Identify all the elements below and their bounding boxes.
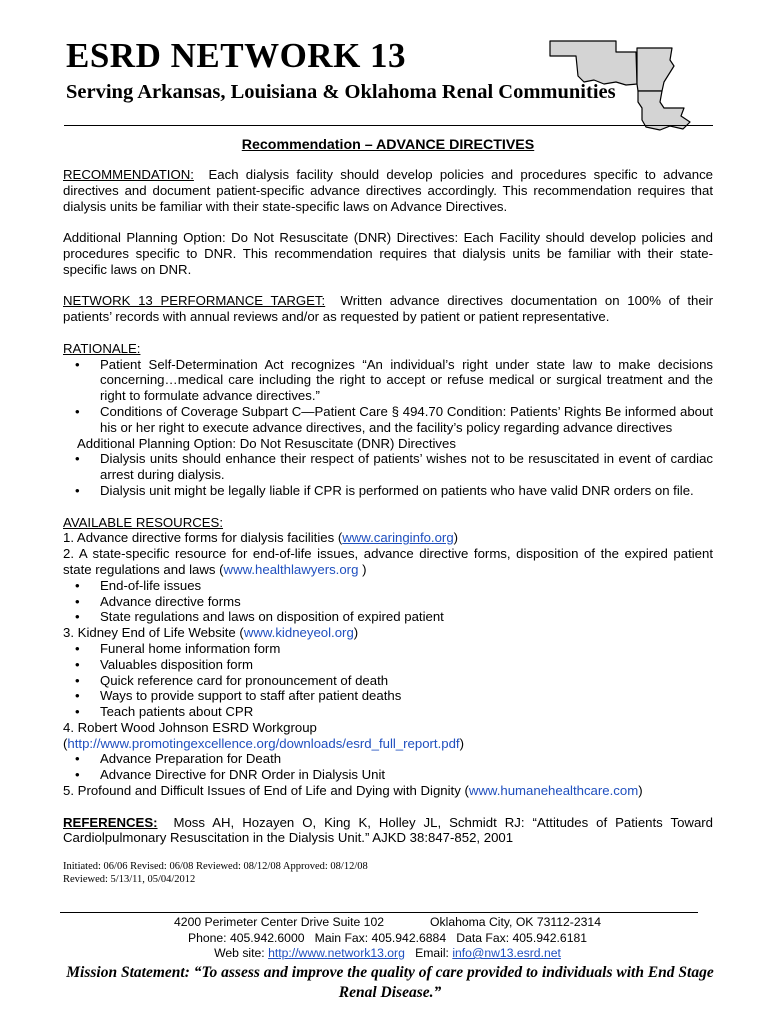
list-item: • State regulations and laws on disposition of expired patient <box>63 609 713 625</box>
resource-item-4-close: ) <box>459 735 464 751</box>
resource-item-4-url-line <box>63 736 713 752</box>
list-item: • Funeral home information form <box>63 641 713 657</box>
resource-item-1 <box>63 530 713 546</box>
kidneyeol-link[interactable]: www.kidneyeol.org <box>243 625 354 641</box>
dates-line-1: Initiated: 06/06 Revised: 06/08 Reviewed: 08/12/08 Approved: 08/12/08 <box>63 861 368 872</box>
performance-target-label: NETWORK 13 PERFORMANCE TARGET: <box>63 293 326 309</box>
list-item: • Patient Self-Determination Act recognizes “An individual’s right under state law to make decisions concerning…medical care including the right to accept or refuse medical or surgical treatment and the right to formulate advance directives.” <box>63 357 713 404</box>
healthlawyers-link[interactable]: www.healthlawyers.org <box>223 561 359 577</box>
dnr-subheading: Additional Planning Option: Do Not Resuscitate (DNR) Directives <box>77 435 456 451</box>
resource-item-2-list <box>63 578 713 625</box>
list-item: • Ways to provide support to staff after patient deaths <box>63 688 713 704</box>
resource-item-2-close: ) <box>358 561 367 577</box>
footer-email-label: Email: <box>404 946 453 960</box>
resource-item-4-list <box>63 751 713 783</box>
footer-web-label: Web site: <box>214 946 269 960</box>
resource-item-3-list <box>63 641 713 720</box>
footer-web-line <box>60 946 715 962</box>
network-title: ESRD NETWORK 13 <box>66 36 407 75</box>
list-item: • Advance Preparation for Death <box>63 751 713 767</box>
list-item: • Conditions of Coverage Subpart C—Patient Care § 494.70 Condition: Patients’ Rights Be informed about his or her right to execute advance directives, and the facility’s policy regarding advance directives <box>63 404 713 436</box>
rationale-list <box>63 357 713 436</box>
network-subtitle: Serving Arkansas, Louisiana & Oklahoma Renal Communities <box>66 81 616 103</box>
website-link[interactable]: http://www.network13.org <box>268 946 405 960</box>
resource-item-1-text: 1. Advance directive forms for dialysis facilities ( <box>63 530 343 546</box>
list-item: • Valuables disposition form <box>63 657 713 673</box>
mission-statement: Mission Statement: “To assess and improve the quality of care provided to individuals with End Stage Renal Disease.” <box>66 964 714 1001</box>
states-map-logo <box>538 36 698 131</box>
recommendation-section <box>63 167 713 214</box>
footer-city: Oklahoma City, OK 73112-2314 <box>430 915 601 929</box>
resources-label: AVAILABLE RESOURCES: <box>63 514 224 530</box>
resource-item-3-text: 3. Kidney End of Life Website ( <box>63 625 244 641</box>
additional-option-paragraph: Additional Planning Option: Do Not Resuscitate (DNR) Directives: Each Facility should develop policies and procedures specific to DNR. This recommendation requires that dialysis units be familiar with their state-specific laws on DNR. <box>63 230 713 277</box>
list-item: • Advance Directive for DNR Order in Dialysis Unit <box>63 767 713 783</box>
list-item: • End-of-life issues <box>63 578 713 594</box>
oklahoma-shape <box>550 41 637 85</box>
promotingexcellence-link[interactable]: http://www.promotingexcellence.org/downloads/esrd_full_report.pdf <box>67 735 460 751</box>
references-label: REFERENCES: <box>63 814 158 830</box>
footer-address-line <box>60 915 715 931</box>
resource-item-4: 4. Robert Wood Johnson ESRD Workgroup <box>63 719 317 735</box>
list-item: • Advance directive forms <box>63 594 713 610</box>
resource-item-3-close: ) <box>353 625 359 641</box>
document-body <box>63 167 713 846</box>
footer-contact <box>60 915 715 962</box>
resource-item-4-open: ( <box>63 735 68 751</box>
list-item: • Quick reference card for pronouncement of death <box>63 673 713 689</box>
header-divider <box>64 125 713 126</box>
dnr-rationale-list <box>63 451 713 498</box>
document-dates <box>63 860 368 886</box>
recommendation-label: RECOMMENDATION: <box>63 167 194 182</box>
list-item: • Teach patients about CPR <box>63 704 713 720</box>
document-heading-text: Recommendation – ADVANCE DIRECTIVES <box>241 137 535 153</box>
resource-item-5-text: 5. Profound and Difficult Issues of End of Life and Dying with Dignity ( <box>63 783 469 799</box>
references-text: Moss AH, Hozayen O, King K, Holley JL, Schmidt RJ: “Attitudes of Patients Toward Cardiolpulmonary Resuscitation in the Dialysis Unit.” AJKD 38:847-852, 2001 <box>63 814 714 846</box>
references-section <box>63 815 713 847</box>
rationale-label: RATIONALE: <box>63 340 141 356</box>
document-heading <box>63 137 713 154</box>
footer-address: 4200 Perimeter Center Drive Suite 102 <box>174 915 385 929</box>
email-link[interactable]: info@nw13.esrd.net <box>452 946 561 960</box>
recommendation-text: Each dialysis facility should develop policies and procedures specific to advance directives and document patient-specific advance directives accordingly. This recommendation requires that dialysis units be familiar with their state-specific laws on Advance Directives. <box>63 167 714 214</box>
list-item: • Dialysis units should enhance their respect of patients’ wishes not to be resuscitated in event of cardiac arrest during dialysis. <box>63 451 713 483</box>
performance-target-text: Written advance directives documentation on 100% of their patients’ records with annual reviews and/or as requested by patient or patient representative. <box>63 293 713 325</box>
caringinfo-link[interactable]: www.caringinfo.org <box>342 530 454 546</box>
arkansas-shape <box>637 48 674 91</box>
footer-phones: Phone: 405.942.6000 Main Fax: 405.942.6884 Data Fax: 405.942.6181 <box>187 930 588 945</box>
resource-item-3 <box>63 625 713 641</box>
resource-item-5 <box>63 783 713 799</box>
list-item: • Dialysis unit might be legally liable if CPR is performed on patients who have valid DNR orders on file. <box>63 483 713 499</box>
resource-item-2 <box>63 546 713 578</box>
dates-line-2: Reviewed: 5/13/11, 05/04/2012 <box>63 874 196 885</box>
performance-target-section <box>63 293 713 325</box>
resource-item-5-close: ) <box>638 783 643 799</box>
resource-item-2-text: 2. A state-specific resource for end-of-life issues, advance directive forms, disposition of the expired patient state regulations and laws ( <box>63 546 713 577</box>
humanehealthcare-link[interactable]: www.humanehealthcare.com <box>468 783 639 799</box>
footer-divider <box>60 912 698 913</box>
resource-item-1-close: ) <box>453 530 459 546</box>
